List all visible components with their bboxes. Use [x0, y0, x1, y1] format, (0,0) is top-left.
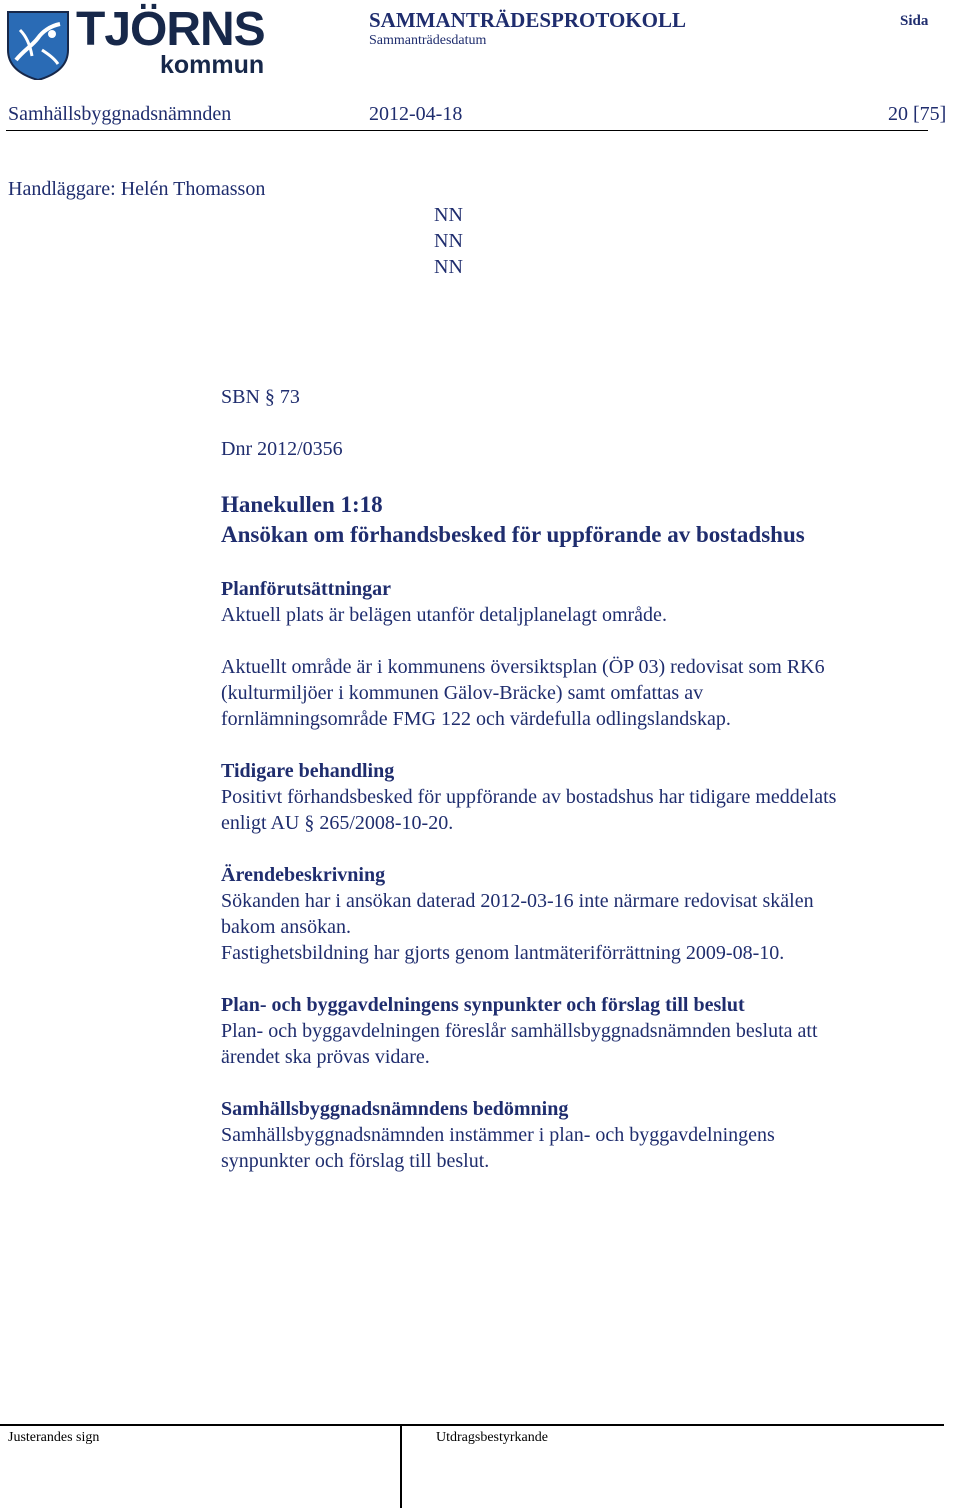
footer-column-divider [400, 1424, 402, 1508]
meeting-date: 2012-04-18 [369, 103, 463, 125]
document-subtitle: Ansökan om förhandsbesked för uppförande av bostadshus [221, 522, 805, 547]
document-type: SAMMANTRÄDESPROTOKOLL [369, 8, 686, 32]
committee-name: Samhällsbyggnadsnämnden [8, 103, 232, 125]
body-text: Positivt förhandsbesked för uppförande av bostadshus har tidigare meddelats [221, 786, 837, 808]
recipient: NN [434, 230, 463, 252]
section-heading: Tidigare behandling [221, 760, 395, 782]
header-divider [6, 130, 928, 131]
logo-wordmark: TJÖRNS [76, 3, 265, 56]
document-title: Hanekullen 1:18 [221, 492, 383, 517]
recipient: NN [434, 204, 463, 226]
body-text: synpunkter och förslag till beslut. [221, 1150, 490, 1172]
body-text: enligt AU § 265/2008-10-20. [221, 812, 454, 834]
handler-line: Handläggare: Helén Thomasson [8, 178, 266, 200]
page-number: 20 [75] [888, 103, 947, 125]
body-text: fornlämningsområde FMG 122 och värdefulla odlingslandskap. [221, 708, 731, 730]
page-label: Sida [900, 13, 929, 29]
signature-label: Justerandes sign [8, 1430, 100, 1445]
recipient: NN [434, 256, 463, 278]
section-heading: Planförutsättningar [221, 578, 391, 600]
body-text: Fastighetsbildning har gjorts genom lantmäteriförrättning 2009-08-10. [221, 942, 785, 964]
body-text: bakom ansökan. [221, 916, 351, 938]
body-text: ärendet ska prövas vidare. [221, 1046, 430, 1068]
body-text: Aktuellt område är i kommunens översiktsplan (ÖP 03) redovisat som RK6 [221, 656, 825, 678]
footer-divider [0, 1424, 944, 1426]
case-number: Dnr 2012/0356 [221, 438, 343, 460]
body-text: Samhällsbyggnadsnämnden instämmer i plan- och byggavdelningens [221, 1124, 775, 1146]
extract-label: Utdragsbestyrkande [436, 1430, 548, 1445]
meeting-date-label: Sammanträdesdatum [369, 33, 487, 48]
body-text: (kulturmiljöer i kommunen Gälov-Bräcke) samt omfattas av [221, 682, 704, 704]
logo-subtitle: kommun [160, 51, 265, 79]
body-text: Plan- och byggavdelningen föreslår samhällsbyggnadsnämnden besluta att [221, 1020, 818, 1042]
paragraph-number: SBN § 73 [221, 386, 300, 408]
section-heading: Plan- och byggavdelningens synpunkter och förslag till beslut [221, 994, 745, 1016]
section-heading: Ärendebeskrivning [221, 864, 386, 886]
body-text: Sökanden har i ansökan daterad 2012-03-16 inte närmare redovisat skälen [221, 890, 814, 912]
body-text: Aktuell plats är belägen utanför detaljplanelagt område. [221, 604, 667, 626]
section-heading: Samhällsbyggnadsnämndens bedömning [221, 1098, 569, 1120]
